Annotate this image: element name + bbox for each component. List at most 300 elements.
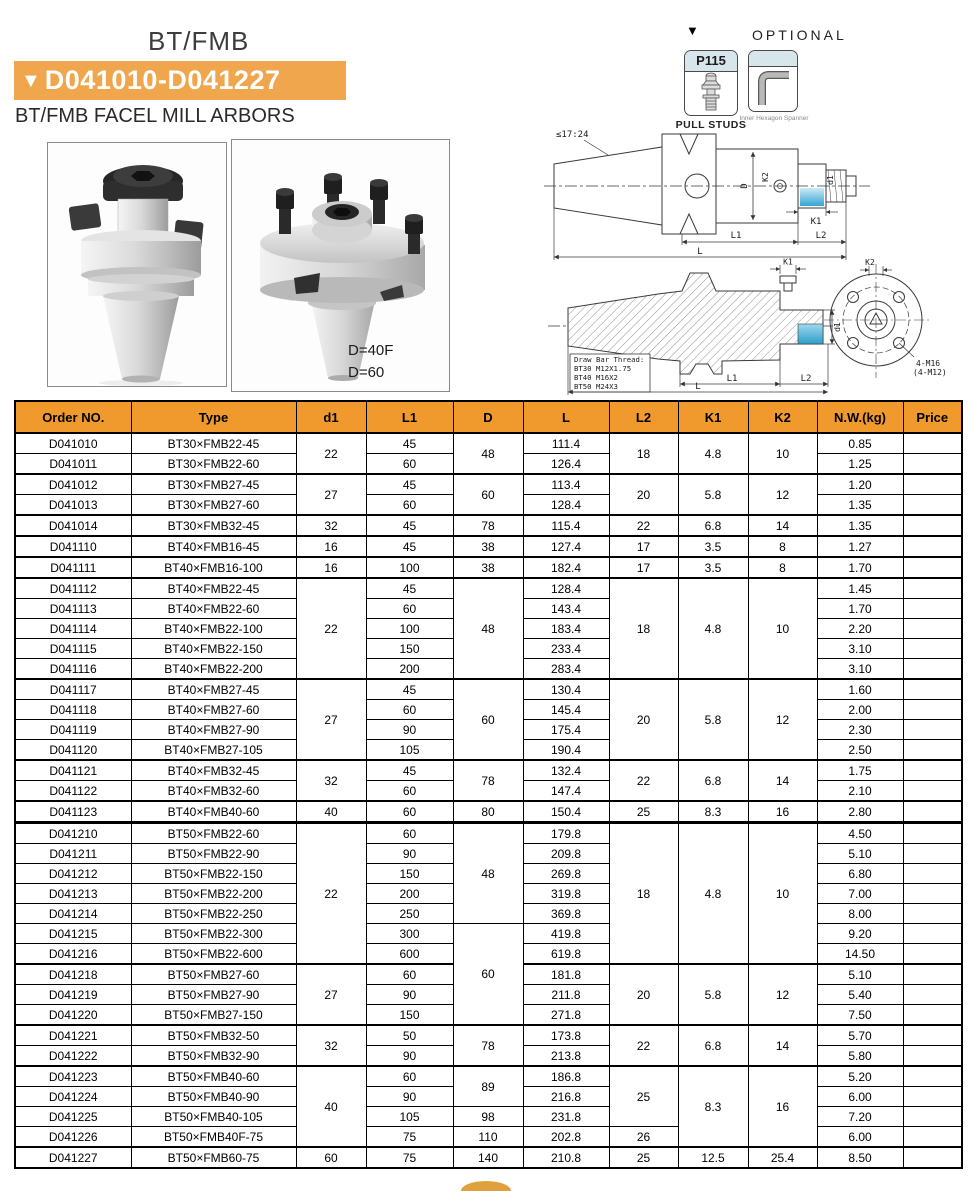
table-cell: 75	[366, 1127, 453, 1148]
table-cell: 105	[366, 740, 453, 761]
table-row	[15, 1127, 962, 1148]
table-cell: 14	[748, 1025, 817, 1066]
table-cell: 150	[366, 1005, 453, 1026]
table-cell: D041012	[15, 474, 131, 495]
table-cell: D041014	[15, 515, 131, 536]
table-cell	[903, 474, 962, 495]
table-cell: BT50×FMB22-600	[131, 944, 296, 965]
table-row	[15, 474, 962, 495]
table-cell: 45	[366, 679, 453, 700]
table-cell: 6.00	[817, 1127, 903, 1148]
table-cell: 3.10	[817, 659, 903, 680]
table-cell	[903, 578, 962, 599]
dim-K1: K1	[783, 258, 793, 267]
table-cell: 5.8	[678, 474, 748, 515]
table-cell: 202.8	[523, 1127, 609, 1148]
table-cell: BT40×FMB16-45	[131, 536, 296, 557]
column-header: L	[523, 401, 609, 433]
table-cell: 12	[748, 964, 817, 1025]
table-cell: 50	[366, 1025, 453, 1046]
table-cell: 231.8	[523, 1107, 609, 1127]
table-cell: 147.4	[523, 781, 609, 802]
table-cell: BT40×FMB22-45	[131, 578, 296, 599]
table-cell: 45	[366, 536, 453, 557]
table-cell: 6.00	[817, 1087, 903, 1107]
table-cell: 150	[366, 639, 453, 659]
table-cell: D041123	[15, 801, 131, 823]
table-cell: BT30×FMB27-60	[131, 495, 296, 516]
table-cell: 78	[453, 515, 523, 536]
table-cell: 8.3	[678, 801, 748, 823]
table-cell: 5.70	[817, 1025, 903, 1046]
table-cell: 182.4	[523, 557, 609, 578]
table-cell: 2.10	[817, 781, 903, 802]
drawbar-line-bt40: BT40 M16X2	[574, 373, 618, 382]
table-cell: D041117	[15, 679, 131, 700]
table-cell: 179.8	[523, 823, 609, 844]
table-cell: 45	[366, 760, 453, 781]
table-cell: D041122	[15, 781, 131, 802]
pull-stud-icon	[685, 72, 737, 114]
table-cell: 130.4	[523, 679, 609, 700]
table-cell: 60	[366, 1066, 453, 1087]
table-cell: 98	[453, 1107, 523, 1127]
table-cell	[903, 781, 962, 802]
table-row	[15, 578, 962, 599]
table-cell: 20	[609, 679, 678, 760]
dim-L: L	[697, 247, 703, 257]
table-cell: 22	[296, 433, 366, 474]
table-cell: 369.8	[523, 904, 609, 924]
table-cell: 25	[609, 1066, 678, 1127]
table-cell: 110	[453, 1127, 523, 1148]
table-cell: 1.70	[817, 599, 903, 619]
table-cell: 3.5	[678, 557, 748, 578]
table-cell	[903, 904, 962, 924]
table-cell	[903, 823, 962, 844]
mill-arbor-photo-side	[48, 143, 226, 386]
table-cell: 300	[366, 924, 453, 944]
table-cell: 4.8	[678, 823, 748, 965]
table-cell: 45	[366, 515, 453, 536]
table-cell: 419.8	[523, 924, 609, 944]
table-cell	[903, 700, 962, 720]
column-header: D	[453, 401, 523, 433]
table-cell: 140	[453, 1147, 523, 1168]
table-cell: 186.8	[523, 1066, 609, 1087]
table-cell: 6.8	[678, 760, 748, 801]
table-row	[15, 433, 962, 454]
table-cell: 2.20	[817, 619, 903, 639]
column-header: K2	[748, 401, 817, 433]
table-cell: 90	[366, 985, 453, 1005]
table-cell: 60	[366, 700, 453, 720]
table-cell: BT40×FMB27-90	[131, 720, 296, 740]
table-cell: 45	[366, 578, 453, 599]
table-cell	[903, 1127, 962, 1148]
table-cell: BT40×FMB22-60	[131, 599, 296, 619]
table-cell: 1.70	[817, 557, 903, 578]
table-cell: 1.25	[817, 454, 903, 475]
table-cell: BT30×FMB22-45	[131, 433, 296, 454]
table-cell: 233.4	[523, 639, 609, 659]
table-cell	[903, 985, 962, 1005]
spanner-box-header	[749, 51, 797, 67]
table-cell: 12	[748, 679, 817, 760]
table-cell: 22	[609, 760, 678, 801]
table-cell: 1.27	[817, 536, 903, 557]
table-cell: 14	[748, 760, 817, 801]
dim-L1: L1	[730, 231, 742, 241]
table-cell: 22	[296, 823, 366, 965]
table-cell: BT40×FMB22-150	[131, 639, 296, 659]
table-row	[15, 823, 962, 844]
table-cell	[903, 536, 962, 557]
table-row	[15, 924, 962, 944]
table-cell: 10	[748, 578, 817, 679]
table-cell: BT50×FMB27-60	[131, 964, 296, 985]
table-cell: BT40×FMB27-105	[131, 740, 296, 761]
table-cell: D041224	[15, 1087, 131, 1107]
table-cell: 7.00	[817, 884, 903, 904]
table-cell	[903, 844, 962, 864]
table-cell: 90	[366, 1087, 453, 1107]
table-cell: 16	[296, 557, 366, 578]
table-cell: BT50×FMB60-75	[131, 1147, 296, 1168]
table-header-row	[15, 401, 962, 433]
table-cell: 78	[453, 1025, 523, 1066]
table-cell: 32	[296, 1025, 366, 1066]
table-cell: D041214	[15, 904, 131, 924]
table-cell: 128.4	[523, 495, 609, 516]
table-cell: 5.8	[678, 964, 748, 1025]
table-cell	[903, 740, 962, 761]
hex-key-icon	[749, 67, 797, 109]
table-cell: D041219	[15, 985, 131, 1005]
pull-studs-label: PULL STUDS	[675, 119, 747, 131]
table-cell: 14	[748, 515, 817, 536]
table-cell: 80	[453, 801, 523, 823]
column-header: Type	[131, 401, 296, 433]
dim-L2: L2	[815, 231, 827, 241]
table-cell: D041010	[15, 433, 131, 454]
table-cell: D041112	[15, 578, 131, 599]
table-cell: 216.8	[523, 1087, 609, 1107]
table-cell: 1.20	[817, 474, 903, 495]
table-cell: 22	[296, 578, 366, 679]
table-cell	[903, 599, 962, 619]
table-cell: 4.8	[678, 578, 748, 679]
table-cell: 20	[609, 474, 678, 515]
table-cell: 5.10	[817, 964, 903, 985]
table-cell: 25	[609, 1147, 678, 1168]
table-cell: 2.30	[817, 720, 903, 740]
table-row	[15, 679, 962, 700]
table-cell: 60	[453, 924, 523, 1026]
table-cell: D041121	[15, 760, 131, 781]
table-cell: 6.8	[678, 1025, 748, 1066]
table-cell: 1.35	[817, 515, 903, 536]
table-cell: 18	[609, 578, 678, 679]
table-cell: 78	[453, 760, 523, 801]
table-cell: 2.50	[817, 740, 903, 761]
table-cell: 22	[609, 515, 678, 536]
table-cell: BT40×FMB27-60	[131, 700, 296, 720]
table-cell: 111.4	[523, 433, 609, 454]
table-cell: 1.75	[817, 760, 903, 781]
table-cell: 60	[366, 801, 453, 823]
product-photo-1	[47, 142, 227, 387]
table-cell: 90	[366, 1046, 453, 1067]
table-cell: 5.8	[678, 679, 748, 760]
table-cell: 200	[366, 884, 453, 904]
table-cell	[903, 801, 962, 823]
table-row	[15, 536, 962, 557]
table-cell: 271.8	[523, 1005, 609, 1026]
table-cell: 175.4	[523, 720, 609, 740]
table-cell	[903, 760, 962, 781]
table-cell: 40	[296, 801, 366, 823]
table-cell: 25	[609, 801, 678, 823]
dim-L2: L2	[800, 374, 812, 384]
bolt-note-1: 4-M16	[916, 359, 941, 368]
table-cell: 105	[366, 1107, 453, 1127]
dim-K2: K2	[761, 172, 770, 182]
table-cell: 6.8	[678, 515, 748, 536]
table-cell: BT50×FMB32-90	[131, 1046, 296, 1067]
table-cell: D041223	[15, 1066, 131, 1087]
table-cell: D041222	[15, 1046, 131, 1067]
table-cell: 17	[609, 536, 678, 557]
table-cell: 27	[296, 474, 366, 515]
table-cell	[903, 1147, 962, 1168]
table-cell: D041011	[15, 454, 131, 475]
column-header: Order NO.	[15, 401, 131, 433]
table-cell: BT50×FMB40F-75	[131, 1127, 296, 1148]
table-cell: 8	[748, 536, 817, 557]
column-header: d1	[296, 401, 366, 433]
table-cell: BT40×FMB16-100	[131, 557, 296, 578]
table-cell: 5.20	[817, 1066, 903, 1087]
table-cell	[903, 659, 962, 680]
dim-L: L	[695, 382, 701, 392]
table-cell: 12	[748, 474, 817, 515]
table-cell: D041216	[15, 944, 131, 965]
table-cell: 126.4	[523, 454, 609, 475]
table-cell: D041218	[15, 964, 131, 985]
table-cell: 0.85	[817, 433, 903, 454]
table-cell: D041226	[15, 1127, 131, 1148]
table-cell: 60	[296, 1147, 366, 1168]
table-cell: BT50×FMB40-90	[131, 1087, 296, 1107]
spec-table	[14, 400, 963, 1169]
table-cell: 100	[366, 619, 453, 639]
table-cell: BT50×FMB22-60	[131, 823, 296, 844]
table-cell: 127.4	[523, 536, 609, 557]
table-cell: 190.4	[523, 740, 609, 761]
table-cell: BT30×FMB32-45	[131, 515, 296, 536]
table-cell	[903, 1066, 962, 1087]
table-cell: 213.8	[523, 1046, 609, 1067]
table-cell: BT30×FMB22-60	[131, 454, 296, 475]
page-title: BT/FMB	[148, 26, 250, 56]
table-cell	[903, 639, 962, 659]
pull-stud-code: P115	[685, 51, 737, 72]
table-cell: 60	[366, 495, 453, 516]
table-cell: 150	[366, 864, 453, 884]
table-cell: 5.10	[817, 844, 903, 864]
table-cell	[903, 495, 962, 516]
table-cell: 183.4	[523, 619, 609, 639]
table-cell: 18	[609, 823, 678, 965]
table-cell: BT50×FMB22-150	[131, 864, 296, 884]
column-header: Price	[903, 401, 962, 433]
table-cell: 7.20	[817, 1107, 903, 1127]
table-cell: D041111	[15, 557, 131, 578]
table-cell	[903, 454, 962, 475]
table-cell: 9.20	[817, 924, 903, 944]
table-cell: 10	[748, 823, 817, 965]
table-cell: 181.8	[523, 964, 609, 985]
table-cell	[903, 1087, 962, 1107]
table-cell: BT50×FMB27-150	[131, 1005, 296, 1026]
table-cell: 45	[366, 433, 453, 454]
table-cell: 14.50	[817, 944, 903, 965]
photo-caption-line2: D=60	[348, 364, 385, 381]
table-row	[15, 1066, 962, 1087]
range-text: D041010-D041227	[44, 65, 281, 95]
dim-K1: K1	[810, 217, 822, 227]
table-cell: 210.8	[523, 1147, 609, 1168]
table-cell: D041119	[15, 720, 131, 740]
pull-stud-option-box	[684, 50, 738, 116]
table-cell: 5.40	[817, 985, 903, 1005]
table-cell: BT40×FMB22-200	[131, 659, 296, 680]
page-number-dot	[461, 1181, 511, 1191]
column-header: L2	[609, 401, 678, 433]
table-cell: BT40×FMB27-45	[131, 679, 296, 700]
table-cell: 8.3	[678, 1066, 748, 1147]
table-cell: 600	[366, 944, 453, 965]
table-cell: 48	[453, 823, 523, 924]
photo-caption-line1: D=40F	[348, 342, 394, 359]
table-cell: 60	[366, 823, 453, 844]
table-cell: D041116	[15, 659, 131, 680]
table-cell: 319.8	[523, 884, 609, 904]
table-cell: BT50×FMB22-200	[131, 884, 296, 904]
mill-arbor-photo-top	[232, 140, 449, 391]
taper-note: ≤17:24	[556, 130, 589, 140]
table-cell: 45	[366, 474, 453, 495]
optional-label: OPTIONAL	[752, 27, 847, 43]
table-cell: BT40×FMB40-60	[131, 801, 296, 823]
product-photo-2	[231, 139, 450, 392]
table-cell: 173.8	[523, 1025, 609, 1046]
range-banner	[14, 61, 346, 100]
table-cell: D041013	[15, 495, 131, 516]
table-cell: BT50×FMB40-105	[131, 1107, 296, 1127]
table-cell: BT50×FMB22-300	[131, 924, 296, 944]
table-cell: 7.50	[817, 1005, 903, 1026]
table-cell: 113.4	[523, 474, 609, 495]
column-header: K1	[678, 401, 748, 433]
table-cell	[903, 1005, 962, 1026]
table-cell: 16	[748, 1066, 817, 1147]
table-cell: 100	[366, 557, 453, 578]
table-cell: 211.8	[523, 985, 609, 1005]
table-cell: 8.00	[817, 904, 903, 924]
dim-L1: L1	[726, 374, 738, 384]
drawbar-line-bt30: BT30 M12X1.75	[574, 364, 632, 373]
table-cell: 32	[296, 515, 366, 536]
table-cell: BT40×FMB22-100	[131, 619, 296, 639]
table-cell: 150.4	[523, 801, 609, 823]
table-cell: 27	[296, 679, 366, 760]
table-row	[15, 557, 962, 578]
table-cell: 200	[366, 659, 453, 680]
table-cell: 90	[366, 720, 453, 740]
table-cell	[903, 720, 962, 740]
spanner-label: Inner Hexagon Spanner	[739, 115, 809, 122]
table-cell: D041221	[15, 1025, 131, 1046]
table-cell: 143.4	[523, 599, 609, 619]
table-cell: BT50×FMB40-60	[131, 1066, 296, 1087]
table-cell: 75	[366, 1147, 453, 1168]
table-cell: D041113	[15, 599, 131, 619]
table-cell: 619.8	[523, 944, 609, 965]
table-cell: 32	[296, 760, 366, 801]
table-cell: 10	[748, 433, 817, 474]
technical-drawing-section	[540, 258, 975, 398]
table-cell: 40	[296, 1066, 366, 1147]
table-row	[15, 515, 962, 536]
table-cell: 8.50	[817, 1147, 903, 1168]
table-cell: 12.5	[678, 1147, 748, 1168]
table-cell: D041120	[15, 740, 131, 761]
table-cell: 16	[748, 801, 817, 823]
technical-drawing-side	[540, 124, 975, 262]
photo-caption	[348, 340, 393, 384]
table-cell: BT50×FMB22-90	[131, 844, 296, 864]
table-cell: 60	[366, 964, 453, 985]
drawbar-title: Draw Bar Thread:	[574, 355, 645, 364]
table-cell	[903, 557, 962, 578]
table-cell: 18	[609, 433, 678, 474]
table-cell: 2.80	[817, 801, 903, 823]
table-cell: BT50×FMB32-50	[131, 1025, 296, 1046]
table-cell: 283.4	[523, 659, 609, 680]
table-cell: D041220	[15, 1005, 131, 1026]
table-cell: 2.00	[817, 700, 903, 720]
table-cell: 38	[453, 557, 523, 578]
table-cell: BT40×FMB32-60	[131, 781, 296, 802]
table-cell: 132.4	[523, 760, 609, 781]
subtitle: BT/FMB FACEL MILL ARBORS	[15, 105, 295, 127]
table-cell	[903, 1025, 962, 1046]
table-cell: D041215	[15, 924, 131, 944]
bolt-note-2: (4-M12)	[913, 368, 947, 377]
table-cell: 22	[609, 1025, 678, 1066]
table-cell: 27	[296, 964, 366, 1025]
table-cell: 48	[453, 578, 523, 679]
table-cell: 3.10	[817, 639, 903, 659]
table-cell: D041114	[15, 619, 131, 639]
column-header: L1	[366, 401, 453, 433]
table-cell	[903, 924, 962, 944]
table-cell	[903, 884, 962, 904]
table-cell: 60	[453, 679, 523, 760]
table-cell: 8	[748, 557, 817, 578]
